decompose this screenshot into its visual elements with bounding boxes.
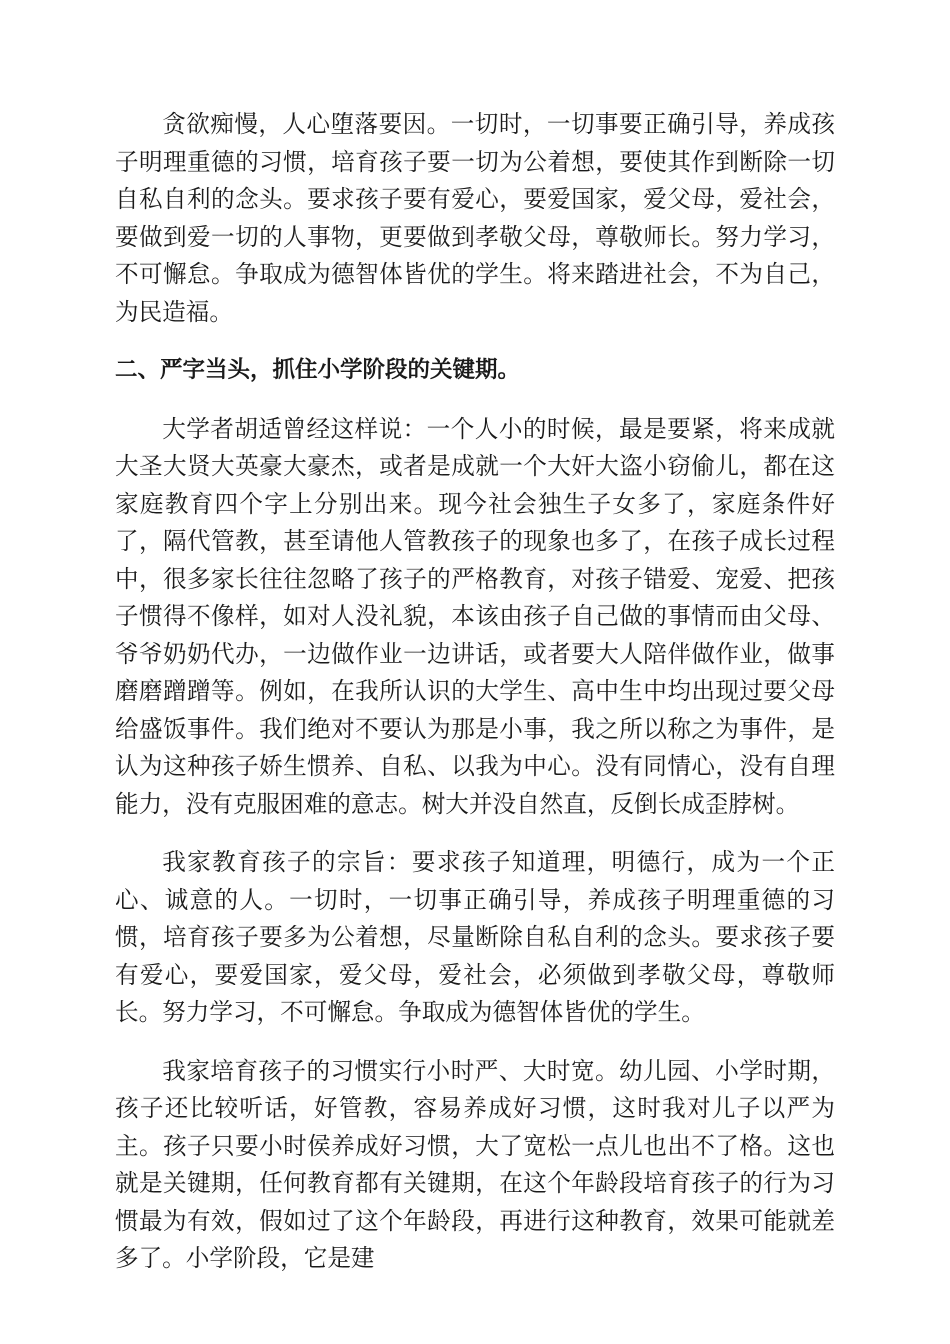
paragraph-4: 我家培育孩子的习惯实行小时严、大时宽。幼儿园、小学时期，孩子还比较听话，好管教，容易养成好习惯，这时我对儿子以严为主。孩子只要小时侯养成好习惯，大了宽松一点儿也出不了格。这也就是关键期，任何教育都有关键期，在这个年龄段培育孩子的行为习惯最为有效，假如过了这个年龄段，再进行这种教育，效果可能就差多了。小学阶段，它是建 <box>115 1056 835 1272</box>
section-heading-2: 二、严字当头，抓住小学阶段的关键期。 <box>115 357 521 383</box>
paragraph-3: 我家教育孩子的宗旨：要求孩子知道理，明德行，成为一个正心、诚意的人。一切时，一切事正确引导，养成孩子明理重德的习惯，培育孩子要多为公着想，尽量断除自私自利的念头。要求孩子要有爱心，要爱国家，爱父母，爱社会，必须做到孝敬父母，尊敬师长。努力学习，不可懈怠。争取成为德智体皆优的学生。 <box>115 848 835 1026</box>
document-page <box>115 106 835 1299</box>
paragraph-2: 大学者胡适曾经这样说：一个人小的时候，最是要紧，将来成就大圣大贤大英豪大豪杰，或者是成就一个大奸大盗小窃偷儿，都在这家庭教育四个字上分别出来。现今社会独生子女多了，家庭条件好了，隔代管教，甚至请他人管教孩子的现象也多了，在孩子成长过程中，很多家长往往忽略了孩子的严格教育，对孩子错爱、宠爱、把孩子惯得不像样，如对人没礼貌，本该由孩子自己做的事情而由父母、爷爷奶奶代办，一边做作业一边讲话，或者要大人陪伴做作业，做事磨磨蹭蹭等。例如，在我所认识的大学生、高中生中均出现过要父母给盛饭事件。我们绝对不要认为那是小事，我之所以称之为事件，是认为这种孩子娇生惯养、自私、以我为中心。没有同情心，没有自理能力，没有克服困难的意志。树大并没自然直，反倒长成歪脖树。 <box>115 414 835 818</box>
paragraph-1: 贪欲痴慢，人心堕落要因。一切时，一切事要正确引导，养成孩子明理重德的习惯，培育孩子要一切为公着想，要使其作到断除一切自私自利的念头。要求孩子要有爱心，要爱国家，爱父母，爱社会，要做到爱一切的人事物，更要做到孝敬父母，尊敬师长。努力学习，不可懈怠。争取成为德智体皆优的学生。将来踏进社会，不为自己，为民造福。 <box>115 110 835 326</box>
